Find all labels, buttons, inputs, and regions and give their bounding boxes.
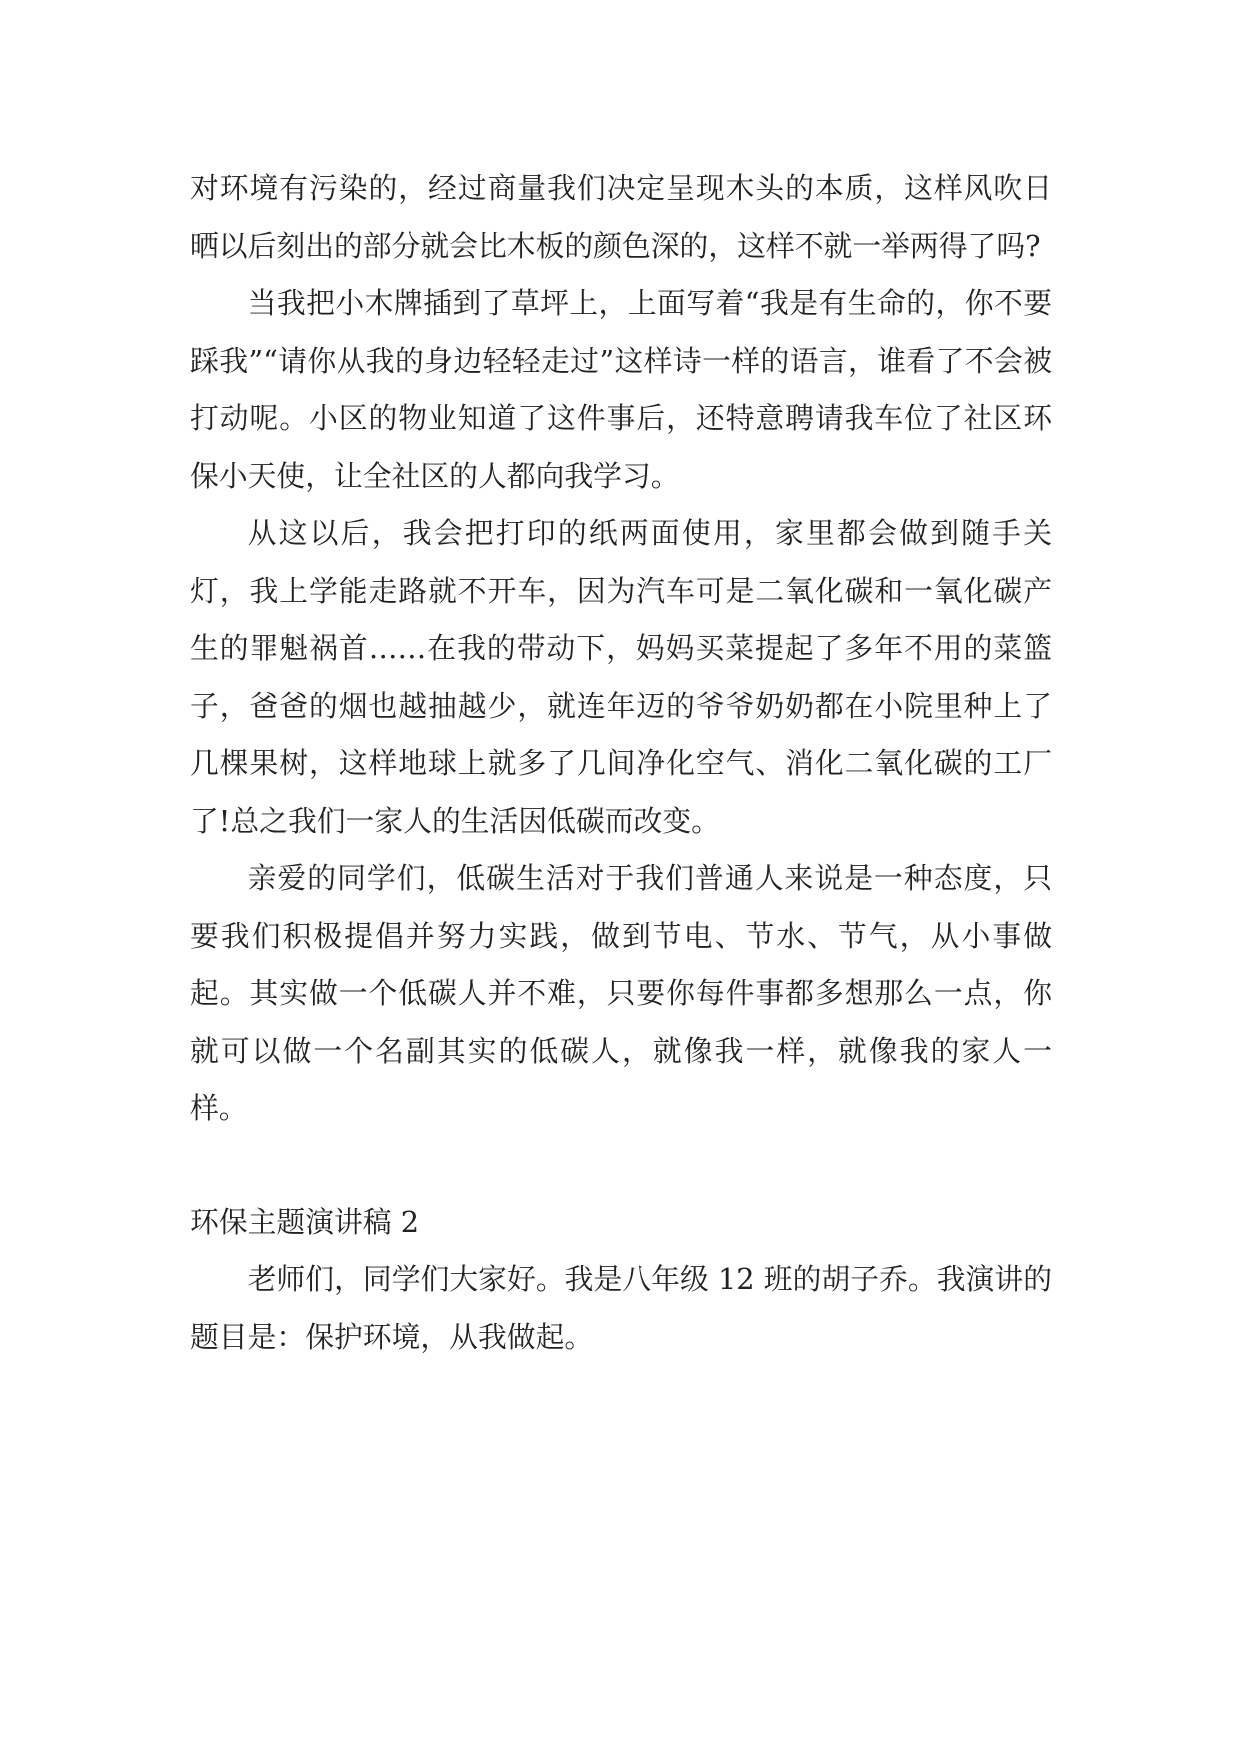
section-spacer (190, 1138, 1052, 1194)
paragraph: 亲爱的同学们，低碳生活对于我们普通人来说是一种态度，只要我们积极提倡并努力实践，做到节电、节水、节气，从小事做起。其实做一个低碳人并不难，只要你每件事都多想那么一点，你就可以做一个名副其实的低碳人，就像我一样，就像我的家人一样。 (190, 861, 1052, 1125)
paragraph: 从这以后，我会把打印的纸两面使用，家里都会做到随手关灯，我上学能走路就不开车，因为汽车可是二氧化碳和一氧化碳产生的罪魁祸首……在我的带动下，妈妈买菜提起了多年不用的菜篮子，爸爸的烟也越抽越少，就连年迈的爷爷奶奶都在小院里种上了几棵果树，这样地球上就多了几间净化空气、消化二氧化碳的工厂了!总之我们一家人的生活因低碳而改变。 (190, 516, 1052, 838)
document-body (190, 160, 1052, 1366)
paragraph: 老师们，同学们大家好。我是八年级 12 班的胡子乔。我演讲的题目是：保护环境，从我做起。 (190, 1262, 1052, 1354)
section-heading: 环保主题演讲稿 2 (190, 1204, 420, 1239)
paragraph: 当我把小木牌插到了草坪上，上面写着“我是有生命的，你不要踩我”“请你从我的身边轻轻走过”这样诗一样的语言，谁看了不会被打动呢。小区的物业知道了这件事后，还特意聘请我车位了社区环保小天使，让全社区的人都向我学习。 (190, 286, 1052, 493)
paragraph: 对环境有污染的，经过商量我们决定呈现木头的本质，这样风吹日晒以后刻出的部分就会比木板的颜色深的，这样不就一举两得了吗? (190, 171, 1052, 263)
